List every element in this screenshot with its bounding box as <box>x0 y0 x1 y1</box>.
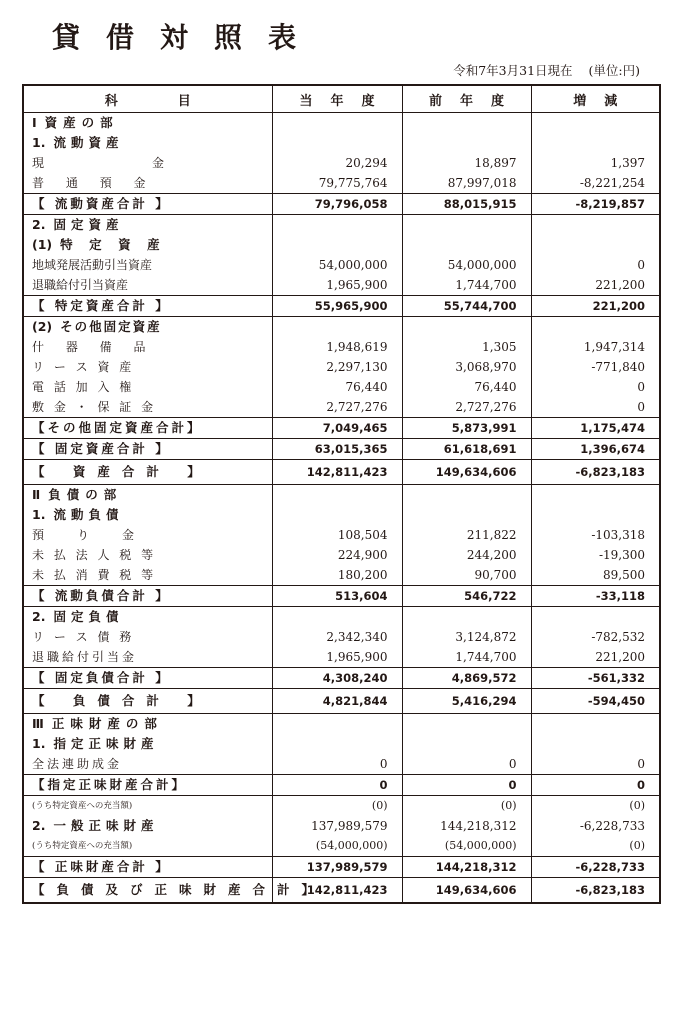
row-label-cell <box>23 796 272 817</box>
total-row <box>23 775 660 796</box>
difference-value: 0 <box>531 377 660 397</box>
row-label: 退職給付引当金 <box>32 650 138 664</box>
previous-year-value: 1,744,700 <box>402 275 531 296</box>
table-row <box>23 255 660 275</box>
table-row <box>23 754 660 775</box>
row-label: 地域発展活動引当資産 <box>32 258 153 272</box>
row-label: 電 話 加 入 権 <box>32 380 135 394</box>
difference-value: -6,228,733 <box>531 857 660 878</box>
previous-year-value: 3,068,970 <box>402 357 531 377</box>
row-label-cell <box>23 586 272 607</box>
previous-year-value: 144,218,312 <box>402 816 531 836</box>
current-year-value: 142,811,423 <box>272 460 402 485</box>
row-label: 流動負債 <box>53 507 124 522</box>
previous-year-value: 3,124,872 <box>402 627 531 647</box>
row-label-cell <box>23 878 327 904</box>
difference-value: -8,219,857 <box>531 194 660 215</box>
difference-value: -103,318 <box>531 525 660 545</box>
row-label: リ ー ス 資 産 <box>32 360 135 374</box>
table-row <box>23 565 660 586</box>
subcategory-row <box>23 317 660 338</box>
current-year-value <box>272 235 402 255</box>
previous-year-value: 76,440 <box>402 377 531 397</box>
difference-value <box>531 485 660 506</box>
table-row <box>23 627 660 647</box>
row-label: 敷 金 ・ 保 証 金 <box>32 400 157 414</box>
row-label-cell <box>23 485 272 506</box>
current-year-value: 180,200 <box>272 565 402 586</box>
previous-year-value: 144,218,312 <box>402 857 531 878</box>
current-year-value: 7,049,465 <box>272 418 402 439</box>
row-label: 【指定正味財産合計】 <box>32 777 188 792</box>
difference-value: -6,228,733 <box>531 816 660 836</box>
previous-year-value: 2,727,276 <box>402 397 531 418</box>
previous-year-value <box>402 485 531 506</box>
row-label-cell <box>23 857 272 878</box>
row-number: 2. <box>32 818 46 833</box>
difference-value: 221,200 <box>531 296 660 317</box>
row-label: 【負債及び正味財産合計】 <box>32 882 327 897</box>
row-label-cell <box>23 153 272 173</box>
previous-year-value: 18,897 <box>402 153 531 173</box>
row-label-cell <box>23 337 272 357</box>
difference-value: 1,396,674 <box>531 439 660 460</box>
total-row <box>23 439 660 460</box>
row-label-cell <box>23 668 272 689</box>
row-label-cell <box>23 545 272 565</box>
current-year-value: (0) <box>272 796 402 817</box>
table-row <box>23 357 660 377</box>
row-label: 一般正味財産 <box>53 818 159 833</box>
current-year-value: 137,989,579 <box>272 816 402 836</box>
row-label: 正味財産の部 <box>51 716 163 731</box>
previous-year-value: 5,873,991 <box>402 418 531 439</box>
row-label: 固定負債 <box>53 609 124 624</box>
total-row <box>23 586 660 607</box>
row-number: Ⅱ <box>32 487 41 502</box>
table-row <box>23 173 660 194</box>
row-label: (うち特定資産への充当額) <box>32 801 133 811</box>
current-year-value: 4,821,844 <box>272 689 402 714</box>
row-label-cell <box>23 377 272 397</box>
difference-value: -771,840 <box>531 357 660 377</box>
header-subject-2: 目 <box>177 93 191 109</box>
difference-value: -6,823,183 <box>531 460 660 485</box>
previous-year-value: 0 <box>402 754 531 775</box>
difference-value: 0 <box>531 255 660 275</box>
current-year-value <box>272 607 402 628</box>
category-row <box>23 816 660 836</box>
difference-value: 0 <box>531 754 660 775</box>
header-difference-label: 増減 <box>573 93 636 109</box>
previous-year-value <box>402 734 531 754</box>
balance-sheet-table <box>22 84 661 904</box>
row-label: 全法連助成金 <box>32 757 123 771</box>
previous-year-value <box>402 215 531 236</box>
table-header-row <box>23 85 660 113</box>
document-date: 令和7年3月31日現在 <box>453 63 573 78</box>
table-row <box>23 545 660 565</box>
row-label-cell <box>23 173 272 194</box>
row-label-cell <box>23 607 272 628</box>
header-current-year <box>272 85 402 113</box>
current-year-value: 1,948,619 <box>272 337 402 357</box>
previous-year-value: 88,015,915 <box>402 194 531 215</box>
row-label: 未 払 法 人 税 等 <box>32 548 157 562</box>
row-label-cell <box>23 734 272 754</box>
difference-value: -19,300 <box>531 545 660 565</box>
row-label: 【その他固定資産合計】 <box>32 420 203 435</box>
row-label-cell <box>23 754 272 775</box>
difference-value <box>531 215 660 236</box>
difference-value: 221,200 <box>531 275 660 296</box>
previous-year-value: 546,722 <box>402 586 531 607</box>
row-number: 1. <box>32 736 46 751</box>
current-year-value: (54,000,000) <box>272 836 402 857</box>
row-label-cell <box>23 505 272 525</box>
document-meta <box>360 62 640 80</box>
row-label: (うち特定資産への充当額) <box>32 841 133 851</box>
row-number: 1. <box>32 135 46 150</box>
row-label: 【 特定資産合計 】 <box>32 298 171 313</box>
row-label-cell <box>23 235 272 255</box>
current-year-value <box>272 317 402 338</box>
current-year-value: 4,308,240 <box>272 668 402 689</box>
difference-value: 1,397 <box>531 153 660 173</box>
current-year-value: 55,965,900 <box>272 296 402 317</box>
current-year-value: 224,900 <box>272 545 402 565</box>
difference-value: -6,823,183 <box>531 878 660 904</box>
total-row <box>23 689 660 714</box>
row-label-cell <box>23 133 272 153</box>
current-year-value: 108,504 <box>272 525 402 545</box>
row-label-cell <box>23 816 272 836</box>
previous-year-value <box>402 235 531 255</box>
difference-value: 0 <box>531 775 660 796</box>
total-row <box>23 857 660 878</box>
previous-year-value <box>402 505 531 525</box>
row-label: 現 金 <box>32 156 168 170</box>
difference-value: -8,221,254 <box>531 173 660 194</box>
current-year-value: 137,989,579 <box>272 857 402 878</box>
current-year-value <box>272 485 402 506</box>
total-row <box>23 668 660 689</box>
row-label: その他固定資産 <box>60 319 162 334</box>
header-difference <box>531 85 660 113</box>
row-number: 2. <box>32 609 46 624</box>
row-label: 【 流動資産合計 】 <box>32 196 171 211</box>
difference-value <box>531 734 660 754</box>
row-label: 資産の部 <box>44 115 119 130</box>
current-year-value <box>272 734 402 754</box>
current-year-value <box>272 215 402 236</box>
current-year-value: 142,811,423 <box>272 878 402 904</box>
previous-year-value <box>402 133 531 153</box>
category-row <box>23 607 660 628</box>
row-label: 【 資産合計 】 <box>32 464 212 479</box>
current-year-value <box>272 714 402 735</box>
difference-value: -782,532 <box>531 627 660 647</box>
difference-value: 0 <box>531 397 660 418</box>
row-label-cell <box>23 647 272 668</box>
row-label: 預 り 金 <box>32 528 138 542</box>
previous-year-value <box>402 317 531 338</box>
current-year-value: 513,604 <box>272 586 402 607</box>
table-row <box>23 337 660 357</box>
difference-value <box>531 235 660 255</box>
note-row <box>23 796 660 817</box>
previous-year-value: 5,416,294 <box>402 689 531 714</box>
total-row <box>23 194 660 215</box>
current-year-value: 54,000,000 <box>272 255 402 275</box>
row-label-cell <box>23 275 272 296</box>
category-row <box>23 215 660 236</box>
section-row <box>23 113 660 134</box>
table-row <box>23 275 660 296</box>
row-label-cell <box>23 296 272 317</box>
total-row <box>23 460 660 485</box>
previous-year-value: 149,634,606 <box>402 460 531 485</box>
difference-value <box>531 133 660 153</box>
subcategory-row <box>23 235 660 255</box>
difference-value: -561,332 <box>531 668 660 689</box>
current-year-value <box>272 133 402 153</box>
previous-year-value: 87,997,018 <box>402 173 531 194</box>
unit-note: (単位:円) <box>588 63 640 78</box>
total-row <box>23 296 660 317</box>
row-label-cell <box>23 627 272 647</box>
row-label-cell <box>23 775 272 796</box>
table-row <box>23 397 660 418</box>
current-year-value: 79,796,058 <box>272 194 402 215</box>
row-label-cell <box>23 460 272 485</box>
row-number: 2. <box>32 217 46 232</box>
row-number: Ⅲ <box>32 716 44 731</box>
row-number: (2) <box>32 319 53 334</box>
total-row <box>23 878 660 904</box>
previous-year-value <box>402 607 531 628</box>
row-label: 【 流動負債合計 】 <box>32 588 171 603</box>
previous-year-value <box>402 714 531 735</box>
table-row <box>23 153 660 173</box>
category-row <box>23 505 660 525</box>
section-row <box>23 485 660 506</box>
row-label-cell <box>23 357 272 377</box>
row-label: 【 固定資産合計 】 <box>32 441 171 456</box>
table-row <box>23 647 660 668</box>
row-label-cell <box>23 714 272 735</box>
section-row <box>23 714 660 735</box>
row-label: 【 固定負債合計 】 <box>32 670 171 685</box>
difference-value <box>531 607 660 628</box>
table-body <box>23 113 660 904</box>
difference-value: (0) <box>531 836 660 857</box>
row-label: 普 通 預 金 <box>32 176 155 190</box>
current-year-value: 76,440 <box>272 377 402 397</box>
previous-year-value: 61,618,691 <box>402 439 531 460</box>
row-label-cell <box>23 194 272 215</box>
current-year-value: 63,015,365 <box>272 439 402 460</box>
table-row <box>23 525 660 545</box>
row-label-cell <box>23 317 272 338</box>
row-number: 1. <box>32 507 46 522</box>
row-label-cell <box>23 255 272 275</box>
difference-value: 1,175,474 <box>531 418 660 439</box>
category-row <box>23 734 660 754</box>
table-row <box>23 377 660 397</box>
current-year-value: 0 <box>272 775 402 796</box>
row-label-cell <box>23 215 272 236</box>
row-label-cell <box>23 836 272 857</box>
previous-year-value: (0) <box>402 796 531 817</box>
current-year-value: 2,342,340 <box>272 627 402 647</box>
previous-year-value: 0 <box>402 775 531 796</box>
difference-value <box>531 714 660 735</box>
category-row <box>23 133 660 153</box>
row-label: リ ー ス 債 務 <box>32 630 135 644</box>
current-year-value: 0 <box>272 754 402 775</box>
previous-year-value: 55,744,700 <box>402 296 531 317</box>
current-year-value: 1,965,900 <box>272 275 402 296</box>
previous-year-value: 90,700 <box>402 565 531 586</box>
row-label-cell <box>23 418 272 439</box>
current-year-value: 2,297,130 <box>272 357 402 377</box>
difference-value: -594,450 <box>531 689 660 714</box>
previous-year-value: 1,305 <box>402 337 531 357</box>
previous-year-value: 211,822 <box>402 525 531 545</box>
previous-year-value: 1,744,700 <box>402 647 531 668</box>
current-year-value <box>272 113 402 134</box>
current-year-value <box>272 505 402 525</box>
row-label-cell <box>23 689 272 714</box>
row-label: 流動資産 <box>53 135 124 150</box>
row-label: 【 正味財産合計 】 <box>32 859 171 874</box>
difference-value <box>531 505 660 525</box>
row-label-cell <box>23 525 272 545</box>
header-current-label: 当年度 <box>299 93 393 109</box>
difference-value: -33,118 <box>531 586 660 607</box>
current-year-value: 20,294 <box>272 153 402 173</box>
difference-value: 221,200 <box>531 647 660 668</box>
previous-year-value: 54,000,000 <box>402 255 531 275</box>
previous-year-value <box>402 113 531 134</box>
row-label-cell <box>23 113 272 134</box>
row-label: 指定正味財産 <box>53 736 159 751</box>
current-year-value: 79,775,764 <box>272 173 402 194</box>
previous-year-value: 4,869,572 <box>402 668 531 689</box>
note-row <box>23 836 660 857</box>
previous-year-value: (54,000,000) <box>402 836 531 857</box>
header-previous-label: 前年度 <box>428 93 522 109</box>
difference-value: 1,947,314 <box>531 337 660 357</box>
difference-value <box>531 113 660 134</box>
row-number: (1) <box>32 237 53 252</box>
row-label-cell <box>23 565 272 586</box>
row-label: 固定資産 <box>53 217 124 232</box>
row-label: 特 定 資 産 <box>60 237 162 252</box>
row-label: 什 器 備 品 <box>32 340 155 354</box>
difference-value: (0) <box>531 796 660 817</box>
row-label: 【 負債合計 】 <box>32 693 212 708</box>
previous-year-value: 149,634,606 <box>402 878 531 904</box>
current-year-value: 1,965,900 <box>272 647 402 668</box>
header-subject <box>23 85 272 113</box>
row-label-cell <box>23 397 272 418</box>
difference-value <box>531 317 660 338</box>
row-label: 退職給付引当資産 <box>32 278 129 292</box>
row-label-cell <box>23 439 272 460</box>
row-label: 未 払 消 費 税 等 <box>32 568 157 582</box>
total-row <box>23 418 660 439</box>
row-number: Ⅰ <box>32 115 37 130</box>
header-previous-year <box>402 85 531 113</box>
previous-year-value: 244,200 <box>402 545 531 565</box>
header-subject-1: 科 <box>104 93 118 109</box>
page-title: 貸借対照表 <box>52 21 323 54</box>
current-year-value: 2,727,276 <box>272 397 402 418</box>
difference-value: 89,500 <box>531 565 660 586</box>
row-label: 負債の部 <box>48 487 123 502</box>
